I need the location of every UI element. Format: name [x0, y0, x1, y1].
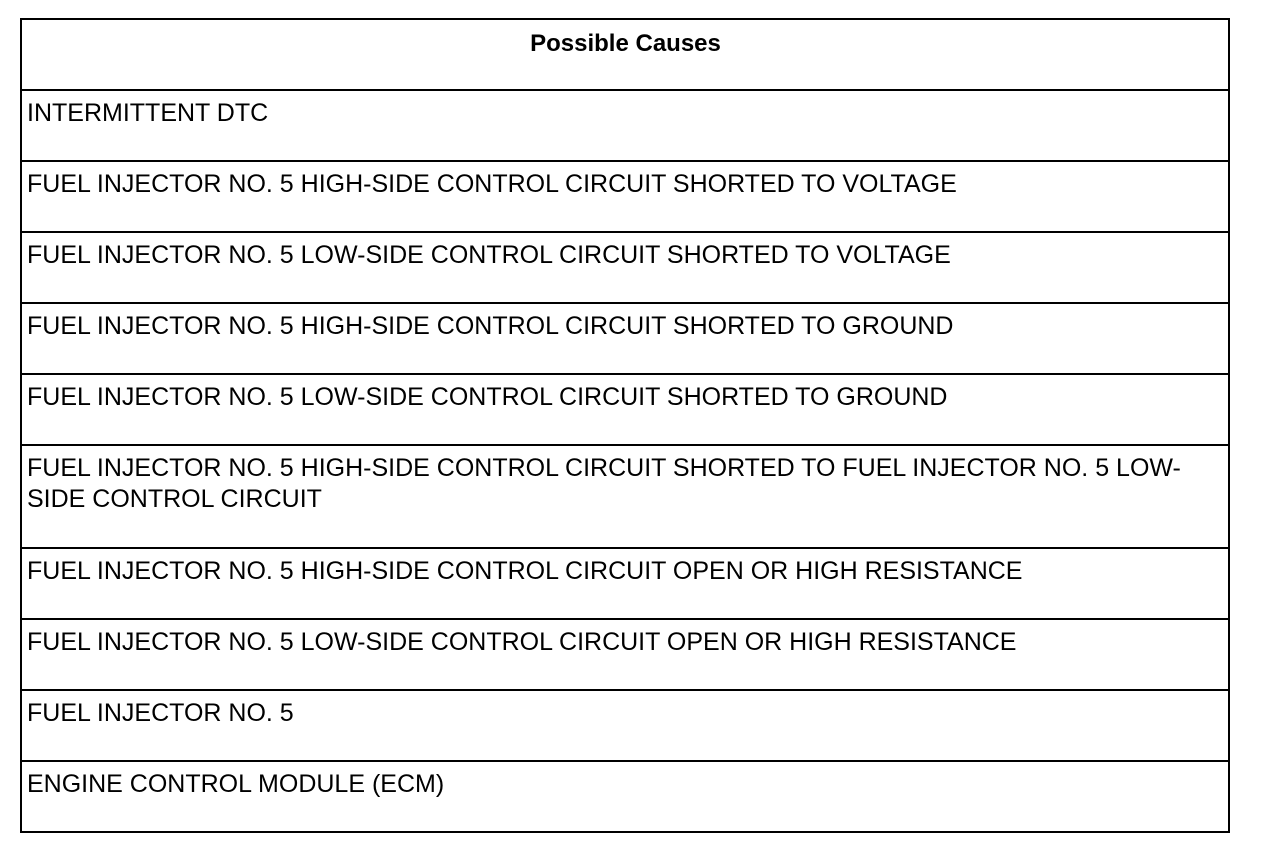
table-cell: INTERMITTENT DTC: [21, 90, 1229, 161]
table-row: [21, 619, 1229, 690]
table-row: [21, 548, 1229, 619]
table-row: [21, 303, 1229, 374]
table-cell: ENGINE CONTROL MODULE (ECM): [21, 761, 1229, 832]
table-header-possible-causes: Possible Causes: [21, 19, 1229, 90]
table-header-row: [21, 19, 1229, 90]
table-row: [21, 374, 1229, 445]
table-cell: FUEL INJECTOR NO. 5 LOW-SIDE CONTROL CIRCUIT OPEN OR HIGH RESISTANCE: [21, 619, 1229, 690]
table-cell: FUEL INJECTOR NO. 5 HIGH-SIDE CONTROL CIRCUIT SHORTED TO VOLTAGE: [21, 161, 1229, 232]
table-cell: FUEL INJECTOR NO. 5 HIGH-SIDE CONTROL CIRCUIT OPEN OR HIGH RESISTANCE: [21, 548, 1229, 619]
table-row: [21, 232, 1229, 303]
table-cell: FUEL INJECTOR NO. 5 LOW-SIDE CONTROL CIRCUIT SHORTED TO GROUND: [21, 374, 1229, 445]
table-cell: FUEL INJECTOR NO. 5: [21, 690, 1229, 761]
table-row: [21, 90, 1229, 161]
table-row: [21, 761, 1229, 832]
table-cell: FUEL INJECTOR NO. 5 HIGH-SIDE CONTROL CIRCUIT SHORTED TO GROUND: [21, 303, 1229, 374]
table-cell: FUEL INJECTOR NO. 5 HIGH-SIDE CONTROL CIRCUIT SHORTED TO FUEL INJECTOR NO. 5 LOW-SIDE CONTROL CIRCUIT: [21, 445, 1229, 548]
table-row: [21, 445, 1229, 548]
table-row: [21, 161, 1229, 232]
table-row: [21, 690, 1229, 761]
table-cell: FUEL INJECTOR NO. 5 LOW-SIDE CONTROL CIRCUIT SHORTED TO VOLTAGE: [21, 232, 1229, 303]
possible-causes-table: [20, 18, 1230, 833]
